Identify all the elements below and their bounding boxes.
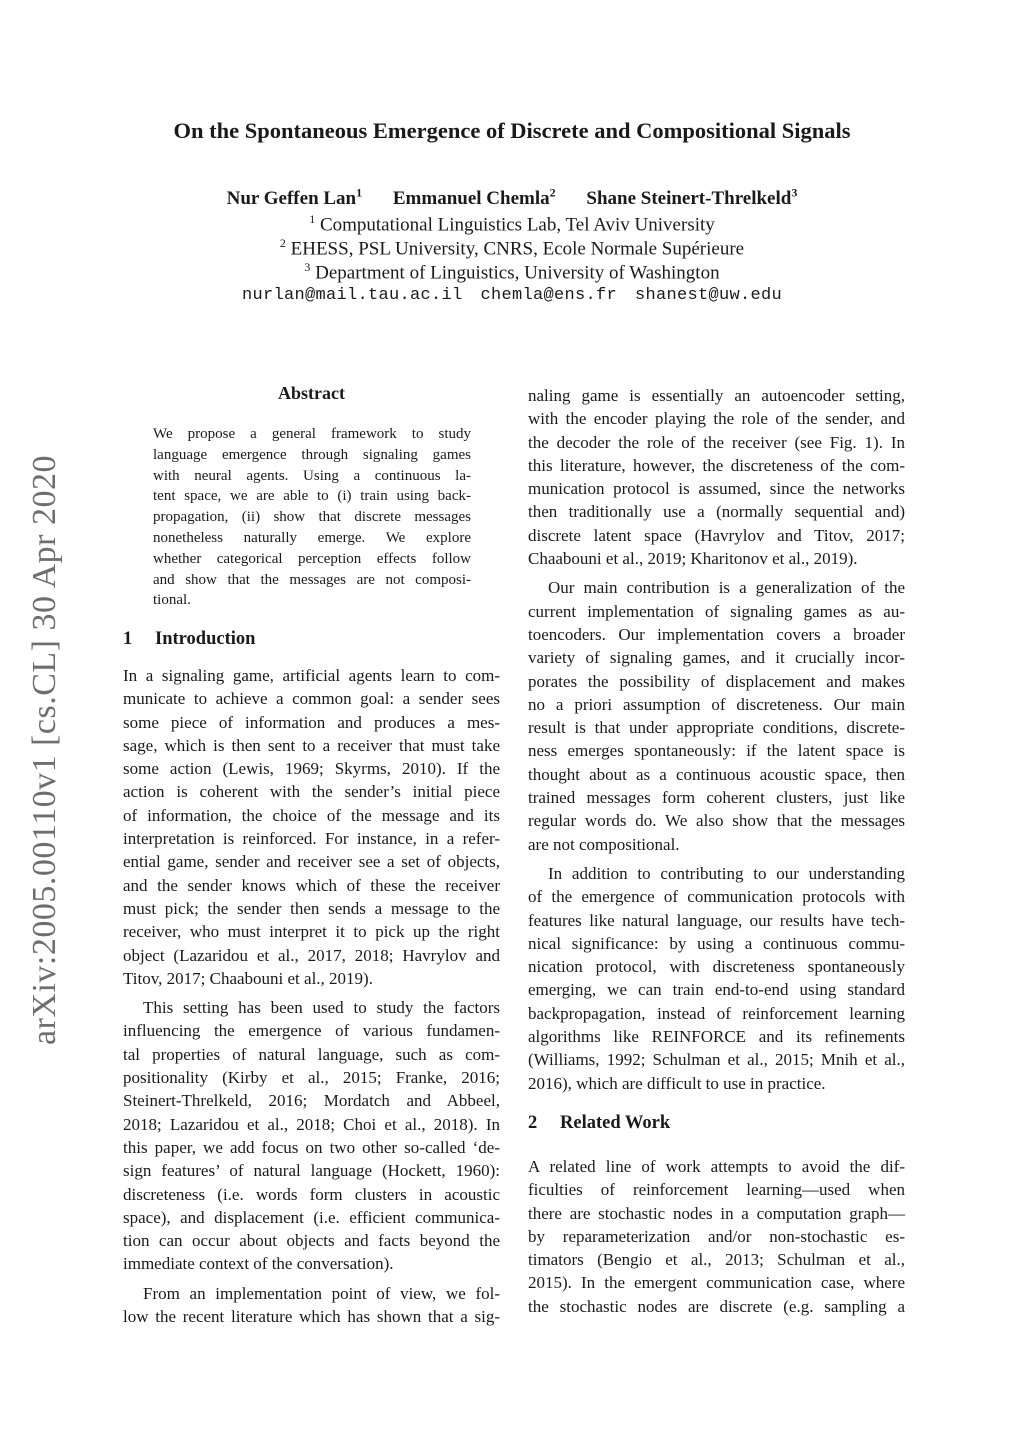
text-line: of the emergence of communication protocols with [528, 887, 905, 907]
left-column-body [123, 664, 500, 1328]
text-line: variety of signaling games, and it crucially incor- [528, 648, 905, 668]
text-line: nical significance: by using a continuous commu- [528, 933, 905, 953]
text-line: with neural agents. Using a continuous la- [153, 467, 471, 484]
text-line: timators (Bengio et al., 2013; Schulman et al., [528, 1250, 905, 1270]
right-column-body [528, 384, 905, 1095]
text-line: backpropagation, instead of reinforcement learning [528, 1003, 905, 1023]
text-line: positionality (Kirby et al., 2015; Franke, 2016; [123, 1068, 500, 1088]
text-line: interpretation is reinforced. For instance, in a refer- [123, 829, 500, 849]
text-line: low the recent literature which has shown that a sig- [123, 1307, 500, 1327]
text-line: result is that under appropriate conditions, discrete- [528, 718, 905, 738]
text-line: discrete latent space (Havrylov and Titov, 2017; [528, 525, 905, 545]
text-line: ness emerges spontaneously: if the latent space is [528, 741, 905, 761]
text-line: current implementation of signaling games as au- [528, 601, 905, 621]
text-line: regular words do. We also show that the messages [528, 811, 905, 831]
text-line: This setting has been used to study the factors [143, 998, 500, 1018]
text-line: some action (Lewis, 1969; Skyrms, 2010). If the [123, 759, 500, 779]
affil-text: Department of Linguistics, University of Washington [315, 262, 720, 284]
text-line: algorithms like REINFORCE and its refinements [528, 1027, 905, 1047]
text-line: the decoder the role of the receiver (see Fig. 1). In [528, 432, 905, 452]
author-name: Nur Geffen Lan [226, 188, 357, 210]
text-line: tion can occur about objects and facts beyond the [123, 1231, 500, 1251]
text-line: 2018; Lazaridou et al., 2018; Choi et al., 2018). In [123, 1114, 500, 1134]
text-line: toencoders. Our implementation covers a broader [528, 624, 905, 644]
text-line: influencing the emergence of various fundamen- [123, 1021, 500, 1041]
text-line: receiver, who must interpret it to pick up the right [123, 922, 500, 942]
text-line: 2016), which are difficult to use in practice. [528, 1073, 826, 1093]
text-line: trained messages form coherent clusters, just like [528, 788, 905, 808]
text-line: by reparameterization and/or non-stochastic es- [528, 1226, 905, 1246]
author-name: Emmanuel Chemla [392, 188, 550, 210]
text-line: ficulties of reinforcement learning—used when [528, 1180, 905, 1200]
text-line: sage, which is then sent to a receiver that must take [123, 735, 500, 755]
text-line: In addition to contributing to our understanding [548, 863, 905, 883]
section-heading-related-work [528, 1113, 670, 1134]
text-line: immediate context of the conversation). [123, 1254, 394, 1274]
affiliation-2 [0, 236, 1024, 260]
text-line: and the sender knows which of these the receiver [123, 875, 500, 895]
text-line: are not compositional. [528, 834, 680, 854]
text-line: this literature, however, the discreteness of the com- [528, 455, 905, 475]
text-line: thought about as a continuous acoustic space, then [528, 764, 905, 784]
text-line: From an implementation point of view, we fol- [143, 1283, 500, 1303]
text-line: language emergence through signaling games [153, 446, 471, 463]
text-line: (Williams, 1992; Schulman et al., 2015; Mnih et al., [528, 1050, 905, 1070]
text-line: there are stochastic nodes in a computation graph— [528, 1203, 905, 1223]
text-line: Titov, 2017; Chaabouni et al., 2019). [123, 968, 373, 988]
arxiv-sidebar-stamp: arXiv:2005.00110v1 [cs.CL] 30 Apr 2020 [26, 454, 63, 1046]
text-line: porates the possibility of displacement and makes [528, 671, 905, 691]
text-line: A related line of work attempts to avoid the dif- [528, 1157, 905, 1176]
affil-mark: 1 [309, 212, 316, 226]
author-list [0, 186, 1024, 210]
affil-text: Computational Linguistics Lab, Tel Aviv University [319, 214, 715, 236]
section-number: 2 [528, 1113, 538, 1133]
text-line: nication protocol, with discreteness spontaneously [528, 957, 905, 977]
author-2 [393, 188, 556, 209]
affil-text: EHESS, PSL University, CNRS, Ecole Normale Supérieure [290, 238, 745, 260]
text-line: whether categorical perception effects follow [153, 550, 471, 567]
text-line: action is coherent with the sender’s initial piece [123, 782, 500, 802]
text-line: and show that the messages are not composi- [153, 571, 471, 588]
email-3[interactable]: shanest@uw.edu [635, 286, 783, 305]
text-line: Our main contribution is a generalization of the [548, 578, 905, 598]
text-line: features like natural language, our results have tech- [528, 910, 905, 930]
email-list [0, 286, 1024, 305]
author-3 [586, 188, 797, 209]
text-line: Chaabouni et al., 2019; Kharitonov et al., 2019). [528, 549, 858, 569]
text-line: tent space, we are able to (i) train using back- [153, 488, 471, 505]
section-title: Introduction [155, 629, 256, 649]
affil-mark: 3 [304, 260, 311, 274]
text-line: ential game, sender and receiver see a set of objects, [123, 852, 500, 872]
text-line: Steinert-Threlkeld, 2016; Mordatch and Abbeel, [123, 1091, 500, 1111]
author-name: Shane Steinert-Threlkeld [586, 188, 792, 210]
affil-mark: 2 [279, 236, 286, 250]
section-title: Related Work [560, 1113, 671, 1133]
section-number: 1 [123, 629, 133, 649]
text-line: then traditionally use a (normally sequential and) [528, 502, 905, 522]
text-line: space), and displacement (i.e. efficient communica- [123, 1207, 500, 1227]
text-line: sign features’ of natural language (Hockett, 1960): [123, 1161, 500, 1181]
text-line: object (Lazaridou et al., 2017, 2018; Havrylov and [123, 945, 500, 965]
author-affil-mark: 1 [356, 186, 363, 200]
text-line: the stochastic nodes are discrete (e.g. sampling a [528, 1296, 905, 1316]
email-1[interactable]: nurlan@mail.tau.ac.il [241, 286, 463, 305]
text-line: emerging, we can train end-to-end using standard [528, 980, 905, 1000]
text-line: no a priori assumption of discreteness. Our main [528, 694, 905, 714]
text-line: propagation, (ii) show that discrete messages [153, 509, 471, 526]
affiliation-1 [0, 212, 1024, 236]
text-line: discreteness (i.e. words form clusters in acoustic [123, 1184, 500, 1204]
abstract-heading: Abstract [278, 383, 345, 403]
text-line: tional. [153, 592, 191, 609]
affiliation-3 [0, 260, 1024, 284]
paper-title: On the Spontaneous Emergence of Discrete and Compositional Signals [173, 118, 851, 143]
author-affil-mark: 2 [549, 186, 556, 200]
text-line: must pick; the sender then sends a message to the [123, 898, 500, 918]
text-line: tal properties of natural language, such as com- [123, 1044, 500, 1064]
related-work-body [528, 1155, 905, 1318]
text-line: some piece of information and produces a mes- [123, 712, 500, 732]
abstract-body [153, 424, 471, 611]
text-line: munication protocol is assumed, since the networks [528, 479, 905, 499]
text-line: of information, the choice of the message and its [123, 805, 500, 825]
email-2[interactable]: chemla@ens.fr [480, 286, 618, 305]
author-1 [227, 188, 362, 209]
text-line: In a signaling game, artificial agents learn to com- [123, 666, 500, 685]
text-line: nonetheless naturally emerge. We explore [153, 529, 471, 546]
text-line: municate to achieve a common goal: a sender sees [123, 689, 500, 709]
text-line: 2015). In the emergent communication case, where [528, 1273, 905, 1293]
section-heading-introduction [123, 629, 255, 650]
text-line: naling game is essentially an autoencoder setting, [528, 386, 905, 405]
text-line: We propose a general framework to study [153, 426, 471, 442]
author-affil-mark: 3 [791, 186, 798, 200]
text-line: with the encoder playing the role of the sender, and [528, 409, 905, 429]
text-line: this paper, we add focus on two other so-called ‘de- [123, 1137, 500, 1157]
